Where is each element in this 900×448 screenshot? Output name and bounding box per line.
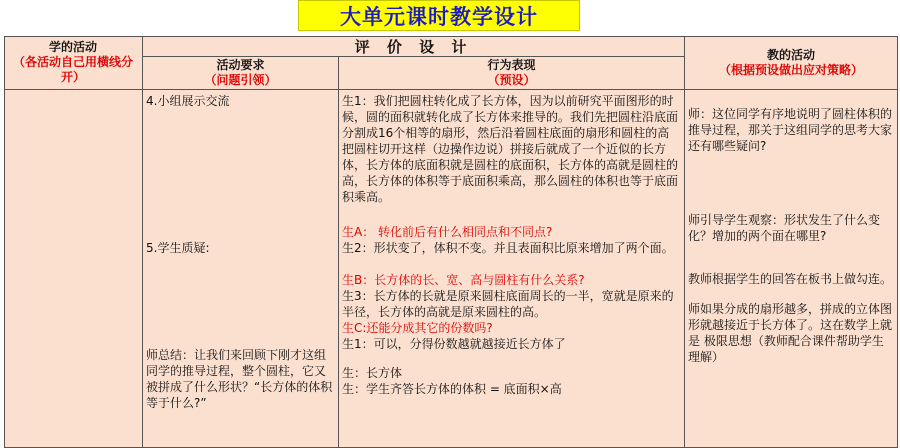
teacher-comment-3: 教师根据学生的回答在板书上做勾连。 — [688, 272, 893, 286]
page-title-banner — [298, 0, 580, 31]
header-student-activity-note: （各活动自己用横线分开） — [12, 55, 133, 84]
teacher-comment-1: 师：这位同学有序地说明了圆柱体积的推导过程，那关于这组同学的思考大家还有哪些疑问? — [688, 107, 893, 153]
student2-answer: 生2：形状变了，体积不变。并且表面积比原来增加了两个面。 — [342, 241, 674, 255]
behavior-cell — [339, 90, 685, 448]
header-behavior-note: （预设） — [487, 73, 536, 87]
teacher-activity-cell — [685, 90, 898, 448]
header-behavior-label: 行为表现 — [487, 58, 536, 72]
header-teacher-activity-label: 教的活动 — [766, 47, 815, 62]
header-activity-requirements-note: （问题引领） — [204, 73, 277, 87]
header-behavior — [339, 57, 685, 90]
requirement-item-5: 5.学生质疑: — [146, 241, 210, 255]
teacher-summary: 师总结：让我们来回顾下刚才这组同学的推导过程，整个圆柱，它又被拼成了什么形状？“长方体的体积等于什么?” — [146, 348, 333, 410]
header-evaluation-design-label: 评 价 设 计 — [354, 37, 473, 56]
studentC-question: 生C:还能分成其它的份数吗? — [342, 321, 493, 335]
design-table — [4, 36, 898, 448]
header-activity-requirements — [143, 57, 339, 90]
requirements-cell — [143, 90, 339, 448]
studentA-question: 生A： 转化前后有什么相同点和不同点? — [342, 225, 553, 239]
page-title: 大单元课时教学设计 — [340, 3, 538, 29]
header-teacher-activity — [685, 36, 898, 90]
requirement-item-4: 4.小组展示交流 — [146, 94, 230, 108]
header-student-activity — [4, 36, 143, 90]
students-volume-answer: 生：学生齐答长方体的体积 = 底面积×高 — [342, 382, 562, 396]
header-evaluation-design — [143, 36, 685, 57]
student1-answer: 生1：我们把圆柱转化成了长方体，因为以前研究平面图形的时候，圆的面积就转化成了长方体来推导的。我们先把圆柱沿底面分割成16个相等的扇形，然后沿着圆柱底面的扇形和圆柱的高把圆柱切开这样（边操作边说）拼接后就成了一个近似的长方体，长方体的底面积就是圆柱的底面积，长方体的高就是圆柱的高，长方体的体积等于底面积乘高，那么圆柱的体积也等于底面积乘高。 — [342, 94, 679, 204]
teacher-comment-4: 师如果分成的扇形越多，拼成的立体图形就越接近于长方体了。这在数学上就是 极限思想（教师配合课件帮助学生理解） — [688, 302, 893, 364]
header-activity-requirements-label: 活动要求 — [216, 58, 265, 72]
header-student-activity-label: 学的活动 — [48, 40, 97, 54]
student1-followup-answer: 生1：可以，分得份数越就越接近长方体了 — [342, 337, 566, 351]
studentB-question: 生B：长方体的长、宽、高与圆柱有什么关系? — [342, 273, 585, 287]
student-activity-cell — [4, 90, 143, 448]
student3-answer: 生3：长方体的长就是原来圆柱底面周长的一半，宽就是原来的半径，长方体的高就是原来圆柱的高。 — [342, 289, 674, 319]
header-teacher-activity-note: （根据预设做出应对策略） — [718, 62, 863, 77]
teacher-comment-2: 师引导学生观察：形状发生了什么变化？增加的两个面在哪里? — [688, 213, 881, 243]
students-shape-answer: 生：长方体 — [342, 366, 403, 380]
